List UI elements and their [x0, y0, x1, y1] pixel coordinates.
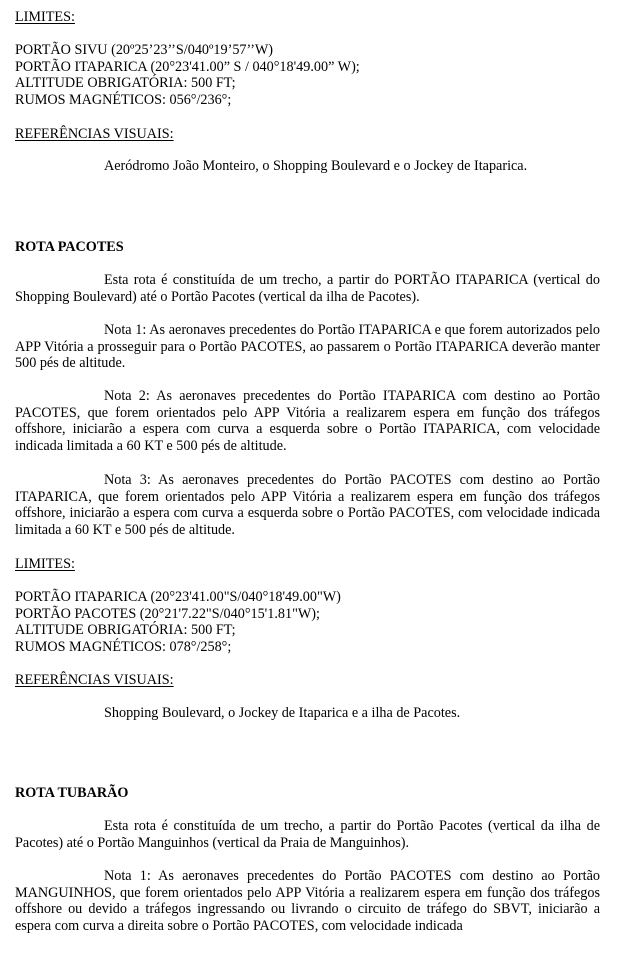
visual-refs-heading-1: REFERÊNCIAS VISUAIS:: [15, 126, 174, 142]
limits-heading-1: LIMITES:: [15, 9, 75, 25]
paragraph-rota-tubarao-intro: Esta rota é constituída de um trecho, a partir do Portão Pacotes (vertical da ilha de Pacotes) até o Portão Manguinhos (vertical da Praia de Manguinhos).: [15, 818, 600, 851]
limits-list-1: [15, 42, 600, 108]
limit-line: ALTITUDE OBRIGATÓRIA: 500 FT;: [15, 75, 236, 92]
visual-refs-heading-2: REFERÊNCIAS VISUAIS:: [15, 672, 174, 688]
visual-refs-text-2: Shopping Boulevard, o Jockey de Itaparica e a ilha de Pacotes.: [104, 705, 461, 721]
visual-refs-text-1: Aeródromo João Monteiro, o Shopping Boulevard e o Jockey de Itaparica.: [104, 158, 528, 174]
paragraph-rota-pacotes-nota-3: Nota 3: As aeronaves precedentes do Portão PACOTES com destino ao Portão ITAPARICA, que forem orientados pelo APP Vitória a realizarem espera em função dos tráfegos offshore, iniciarão a espera com curva a esquerda sobre o Portão PACOTES, com velocidade indicada limitada a 60 KT e 500 pés de altitude.: [15, 472, 600, 538]
limit-line: PORTÃO ITAPARICA (20°23'41.00” S / 040°18'49.00” W);: [15, 58, 360, 75]
limit-line: ALTITUDE OBRIGATÓRIA: 500 FT;: [15, 622, 236, 639]
limits-heading-2: LIMITES:: [15, 556, 75, 572]
limit-line: PORTÃO ITAPARICA (20°23'41.00"S/040°18'49.00"W): [15, 589, 341, 605]
section-title-rota-pacotes: ROTA PACOTES: [15, 239, 124, 255]
limits-list-2: [15, 589, 600, 655]
paragraph-rota-tubarao-nota-1: Nota 1: As aeronaves precedentes do Portão PACOTES com destino ao Portão MANGUINHOS, que forem orientados pelo APP Vitória a realizarem espera em função dos tráfegos offshore ou devido a tráfegos ingressando ou livrando o circuito de tráfego do SBVT, iniciarão a espera com curva a direita sobre o Portão PACOTES, com velocidade indicada: [15, 868, 600, 934]
limit-line: PORTÃO PACOTES (20°21'7.22"S/040°15'1.81"W);: [15, 605, 320, 622]
paragraph-rota-pacotes-nota-1: Nota 1: As aeronaves precedentes do Portão ITAPARICA e que forem autorizados pelo APP Vitória a prosseguir para o Portão PACOTES, ao passarem o Portão ITAPARICA deverão manter 500 pés de altitude.: [15, 322, 600, 372]
section-title-rota-tubarao: ROTA TUBARÃO: [15, 785, 129, 801]
limit-line: RUMOS MAGNÉTICOS: 078°/258°;: [15, 638, 232, 655]
limit-line: RUMOS MAGNÉTICOS: 056°/236°;: [15, 91, 232, 108]
paragraph-rota-pacotes-nota-2: Nota 2: As aeronaves precedentes do Portão ITAPARICA com destino ao Portão PACOTES, que forem orientados pelo APP Vitória a realizarem espera em função dos tráfegos offshore, iniciarão a espera com curva a esquerda sobre o Portão ITAPARICA, com velocidade indicada limitada a 60 KT e 500 pés de altitude.: [15, 388, 600, 454]
limit-line: PORTÃO SIVU (20º25’23’’S/040º19’57’’W): [15, 42, 274, 58]
paragraph-rota-pacotes-intro: Esta rota é constituída de um trecho, a partir do PORTÃO ITAPARICA (vertical do Shopping Boulevard) até o Portão Pacotes (vertical da ilha de Pacotes).: [15, 272, 600, 305]
